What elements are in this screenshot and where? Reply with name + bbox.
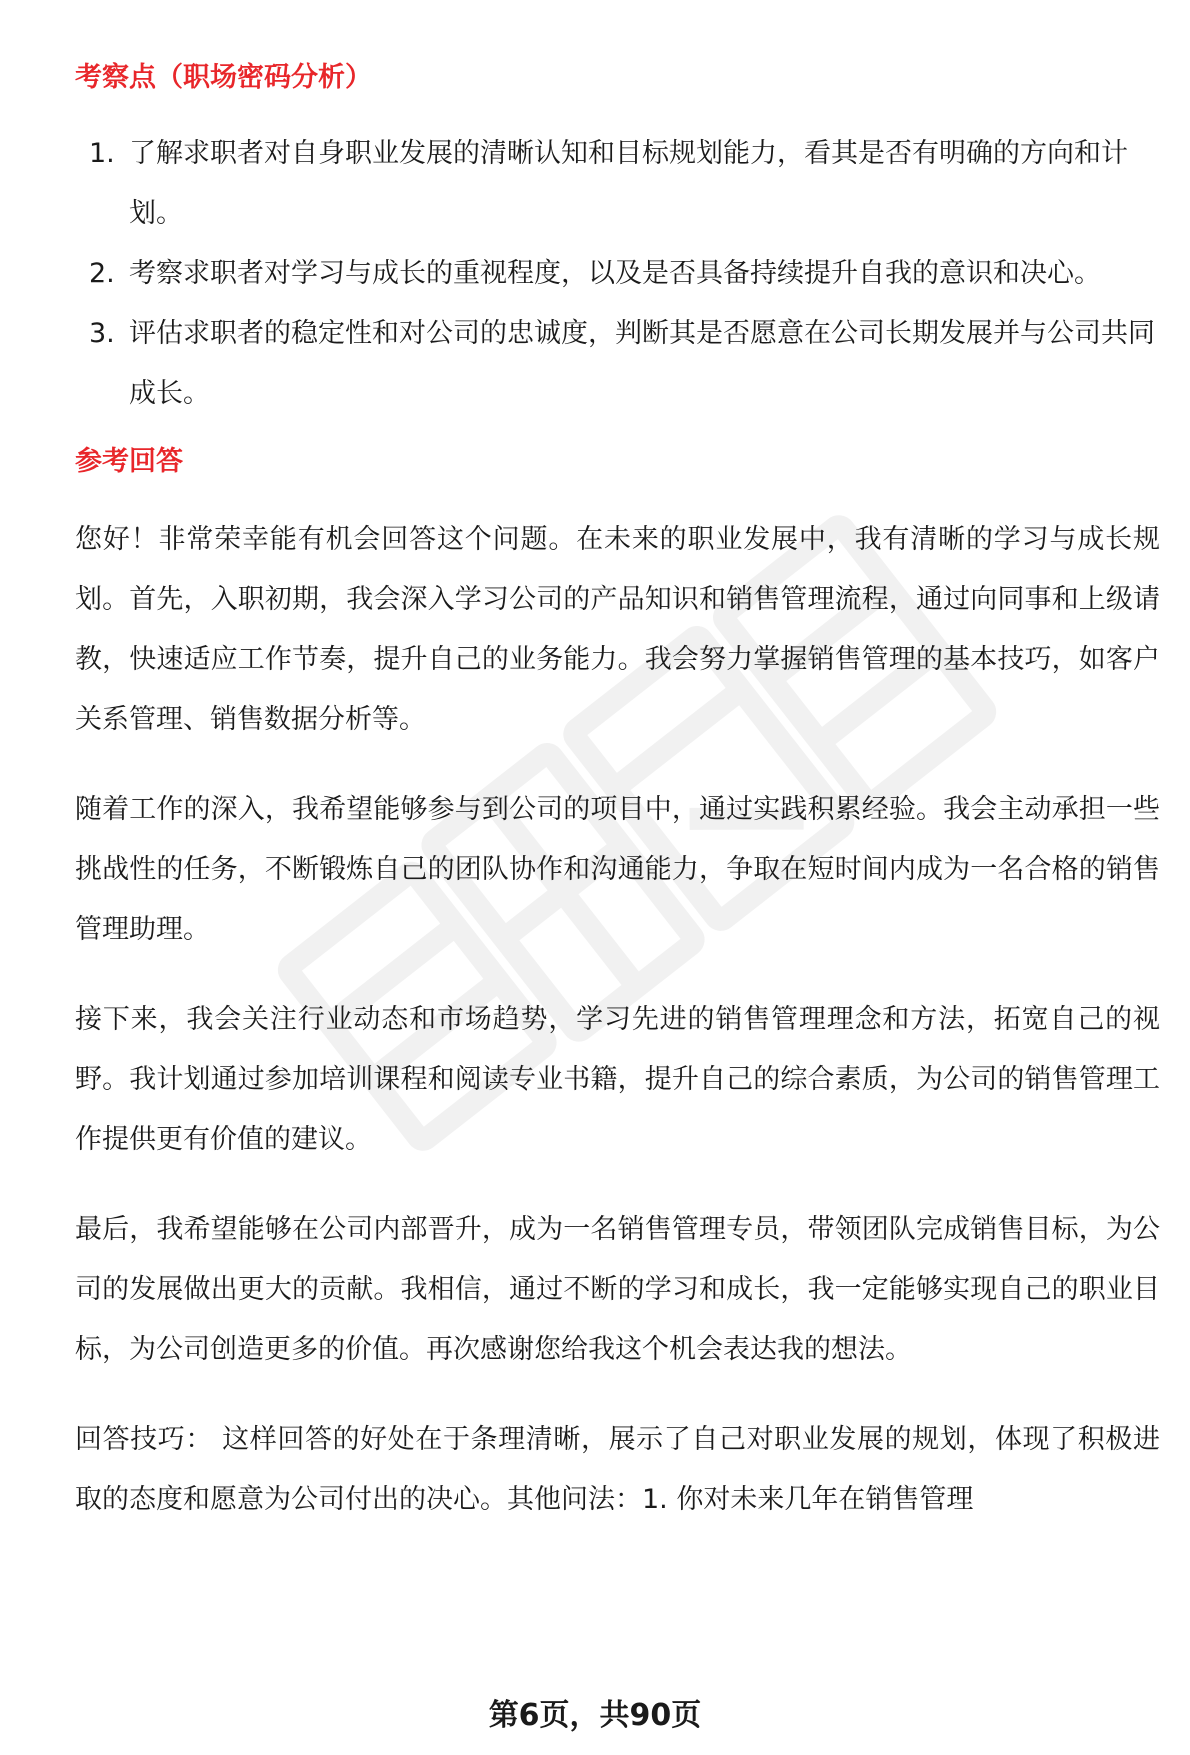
answer-paragraph: 接下来，我会关注行业动态和市场趋势，学习先进的销售管理理念和方法，拓宽自己的视野。我计划通过参加培训课程和阅读专业书籍，提升自己的综合素质，为公司的销售管理工作提供更有价值的建议。 (75, 1004, 1160, 1155)
content-area (75, 48, 1160, 1530)
list-item (75, 304, 1160, 424)
section-heading-answer: 参考回答 (75, 446, 183, 477)
list-item-text: 了解求职者对自身职业发展的清晰认知和目标规划能力，看其是否有明确的方向和计划。 (129, 138, 1128, 229)
answer-paragraph: 随着工作的深入，我希望能够参与到公司的项目中，通过实践积累经验。我会主动承担一些挑战性的任务，不断锻炼自己的团队协作和沟通能力，争取在短时间内成为一名合格的销售管理助理。 (75, 794, 1160, 945)
list-item-text: 评估求职者的稳定性和对公司的忠诚度，判断其是否愿意在公司长期发展并与公司共同成长。 (129, 318, 1155, 409)
section-heading-points: 考察点（职场密码分析） (75, 62, 372, 93)
answer-paragraph: 最后，我希望能够在公司内部晋升，成为一名销售管理专员，带领团队完成销售目标，为公司的发展做出更大的贡献。我相信，通过不断的学习和成长，我一定能够实现自己的职业目标，为公司创造更多的价值。再次感谢您给我这个机会表达我的想法。 (75, 1214, 1160, 1365)
list-item-number: 3. (89, 318, 115, 349)
list-item-number: 2. (89, 258, 115, 289)
points-list (75, 124, 1160, 424)
page-number: 第6页，共90页 (488, 1698, 702, 1733)
list-item-number: 1. (89, 138, 115, 169)
tips-paragraph: 回答技巧： 这样回答的好处在于条理清晰，展示了自己对职业发展的规划，体现了积极进取的态度和愿意为公司付出的决心。其他问法：1. 你对未来几年在销售管理 (75, 1424, 1160, 1515)
list-item (75, 244, 1160, 304)
list-item-text: 考察求职者对学习与成长的重视程度，以及是否具备持续提升自我的意识和决心。 (129, 258, 1101, 289)
answer-paragraph: 您好！非常荣幸能有机会回答这个问题。在未来的职业发展中，我有清晰的学习与成长规划。首先，入职初期，我会深入学习公司的产品知识和销售管理流程，通过向同事和上级请教，快速适应工作节奏，提升自己的业务能力。我会努力掌握销售管理的基本技巧，如客户关系管理、销售数据分析等。 (75, 524, 1160, 735)
list-item (75, 124, 1160, 244)
